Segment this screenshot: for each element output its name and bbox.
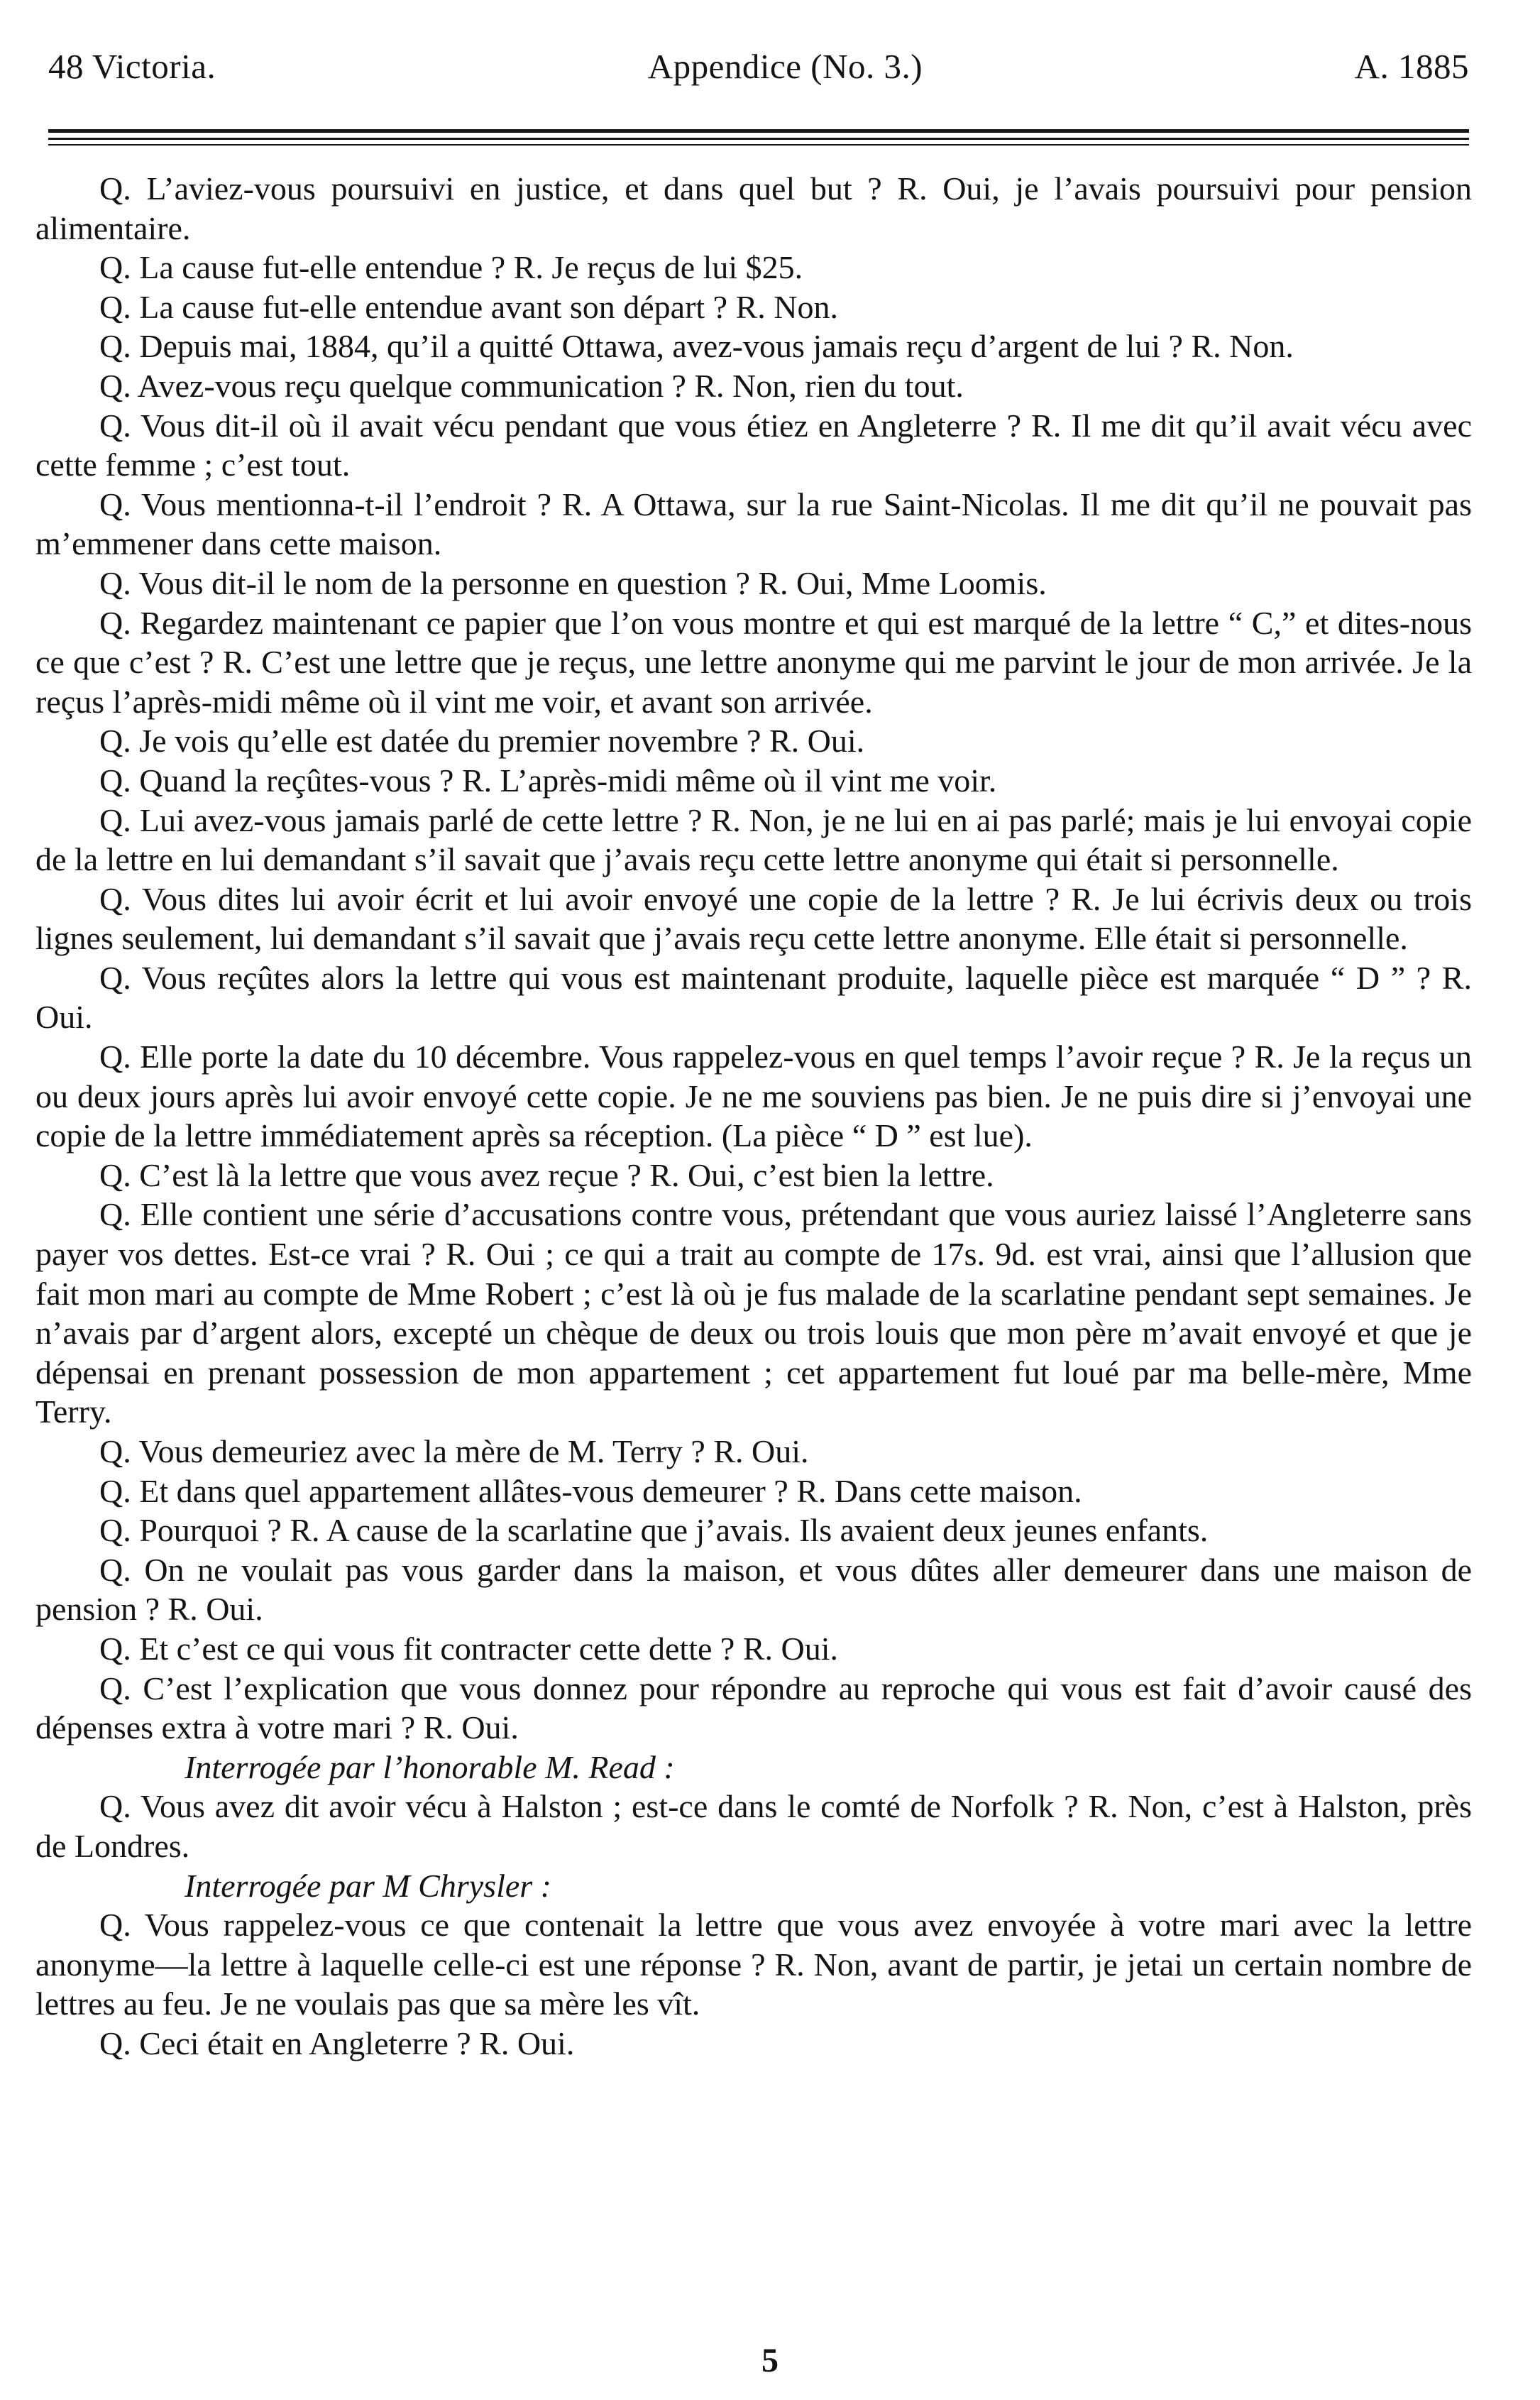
testimony-paragraph: Q. Lui avez-vous jamais parlé de cette lettre ? R. Non, je ne lui en ai pas parlé; mais je lui envoyai copie de la lettre en lui demandant s’il savait que j’avais reçu cette lettre anonyme qui était si personnelle. bbox=[35, 801, 1472, 878]
testimony-paragraph: Q. La cause fut-elle entendue ? R. Je reçus de lui $25. bbox=[99, 249, 803, 286]
examiner-heading: Interrogée par l’honorable M. Read : bbox=[185, 1748, 675, 1785]
examiner-heading: Interrogée par M Chrysler : bbox=[185, 1867, 551, 1904]
testimony-paragraph: Q. Depuis mai, 1884, qu’il a quitté Ottawa, avez-vous jamais reçu d’argent de lui ? R. Non. bbox=[99, 328, 1294, 365]
testimony-paragraph: Q. C’est là la lettre que vous avez reçue ? R. Oui, c’est bien la lettre. bbox=[99, 1156, 994, 1193]
page-number: 5 bbox=[761, 2342, 779, 2379]
testimony-paragraph: Q. Vous dit-il où il avait vécu pendant que vous étiez en Angleterre ? R. Il me dit qu’il avait vécu avec cette femme ; c’est tout. bbox=[35, 407, 1472, 483]
header-rule-middle bbox=[48, 138, 1469, 140]
header-appendix: Appendice (No. 3.) bbox=[647, 46, 923, 86]
header-session: 48 Victoria. bbox=[48, 46, 216, 86]
testimony-paragraph: Q. Vous dites lui avoir écrit et lui avoir envoyé une copie de la lettre ? R. Je lui écrivis deux ou trois lignes seulement, lui demandant s’il savait que j’avais reçu cette lettre anonyme. Elle était si personnelle. bbox=[35, 880, 1472, 957]
testimony-paragraph: Q. Vous mentionna-t-il l’endroit ? R. A Ottawa, sur la rue Saint-Nicolas. Il me dit qu’il ne pouvait pas m’emmener dans cette maison. bbox=[35, 486, 1472, 562]
header-rule-top bbox=[48, 129, 1469, 133]
testimony-paragraph: Q. Regardez maintenant ce papier que l’on vous montre et qui est marqué de la lettre “ C,” et dites-nous ce que c’est ? R. C’est une lettre que je reçus, une lettre anonyme qui me parvint le jour de mon arrivée. Je la reçus l’après-midi même où il vint me voir, et avant son arrivée. bbox=[35, 604, 1472, 720]
testimony-paragraph: Q. Et c’est ce qui vous fit contracter cette dette ? R. Oui. bbox=[99, 1630, 838, 1667]
testimony-paragraph: Q. Et dans quel appartement allâtes-vous demeurer ? R. Dans cette maison. bbox=[99, 1472, 1082, 1509]
testimony-paragraph: Q. C’est l’explication que vous donnez pour répondre au reproche qui vous est fait d’avoir causé des dépenses extra à votre mari ? R. Oui. bbox=[35, 1670, 1472, 1746]
header-rule-bottom bbox=[48, 144, 1469, 146]
testimony-paragraph: Q. Elle contient une série d’accusations contre vous, prétendant que vous auriez laissé l’Angleterre sans payer vos dettes. Est-ce vrai ? R. Oui ; ce qui a trait au compte de 17s. 9d. est vrai, ainsi que l’allusion que fait mon mari au compte de Mme Robert ; c’est là où je fus malade de la scarlatine pendant sept semaines. Je n’avais par d’argent alors, excepté un chèque de deux ou trois louis que mon père m’avait envoyé et que je dépensai en prenant possession de mon appartement ; cet appartement fut loué par ma belle-mère, Mme Terry. bbox=[35, 1196, 1472, 1430]
testimony-paragraph: Q. La cause fut-elle entendue avant son départ ? R. Non. bbox=[99, 288, 838, 325]
testimony-paragraph: Q. Je vois qu’elle est datée du premier novembre ? R. Oui. bbox=[99, 723, 865, 760]
testimony-paragraph: Q. Elle porte la date du 10 décembre. Vous rappelez-vous en quel temps l’avoir reçue ? R. Je la reçus un ou deux jours après lui avoir envoyé cette copie. Je ne me souviens pas bien. Je ne puis dire si j’envoyai une copie de la lettre immédiatement après sa réception. (La pièce “ D ” est lue). bbox=[35, 1039, 1472, 1154]
testimony-paragraph: Q. Vous dit-il le nom de la personne en question ? R. Oui, Mme Loomis. bbox=[99, 564, 1047, 601]
header-year: A. 1885 bbox=[1354, 46, 1469, 86]
testimony-paragraph: Q. On ne voulait pas vous garder dans la maison, et vous dûtes aller demeurer dans une maison de pension ? R. Oui. bbox=[35, 1551, 1472, 1628]
testimony-paragraph: Q. Vous demeuriez avec la mère de M. Terry ? R. Oui. bbox=[99, 1433, 809, 1469]
testimony-paragraph: Q. Quand la reçûtes-vous ? R. L’après-midi même où il vint me voir. bbox=[99, 762, 997, 799]
testimony-paragraph: Q. Ceci était en Angleterre ? R. Oui. bbox=[99, 2024, 575, 2061]
testimony-paragraph: Q. Vous avez dit avoir vécu à Halston ; est-ce dans le comté de Norfolk ? R. Non, c’est à Halston, près de Londres. bbox=[35, 1788, 1472, 1864]
testimony-paragraph: Q. Pourquoi ? R. A cause de la scarlatine que j’avais. Ils avaient deux jeunes enfants. bbox=[99, 1512, 1209, 1549]
testimony-body bbox=[35, 169, 1472, 2064]
testimony-paragraph: Q. Avez-vous reçu quelque communication ? R. Non, rien du tout. bbox=[99, 367, 964, 404]
testimony-paragraph: Q. Vous rappelez-vous ce que contenait la lettre que vous avez envoyée à votre mari avec la lettre anonyme—la lettre à laquelle celle-ci est une réponse ? R. Non, avant de partir, je jetai un certain nombre de lettres au feu. Je ne voulais pas que sa mère les vît. bbox=[35, 1907, 1472, 2022]
testimony-paragraph: Q. L’aviez-vous poursuivi en justice, et dans quel but ? R. Oui, je l’avais poursuivi pour pension alimentaire. bbox=[35, 170, 1472, 246]
running-header bbox=[48, 41, 1469, 91]
testimony-paragraph: Q. Vous reçûtes alors la lettre qui vous est maintenant produite, laquelle pièce est marquée “ D ” ? R. Oui. bbox=[35, 959, 1472, 1036]
